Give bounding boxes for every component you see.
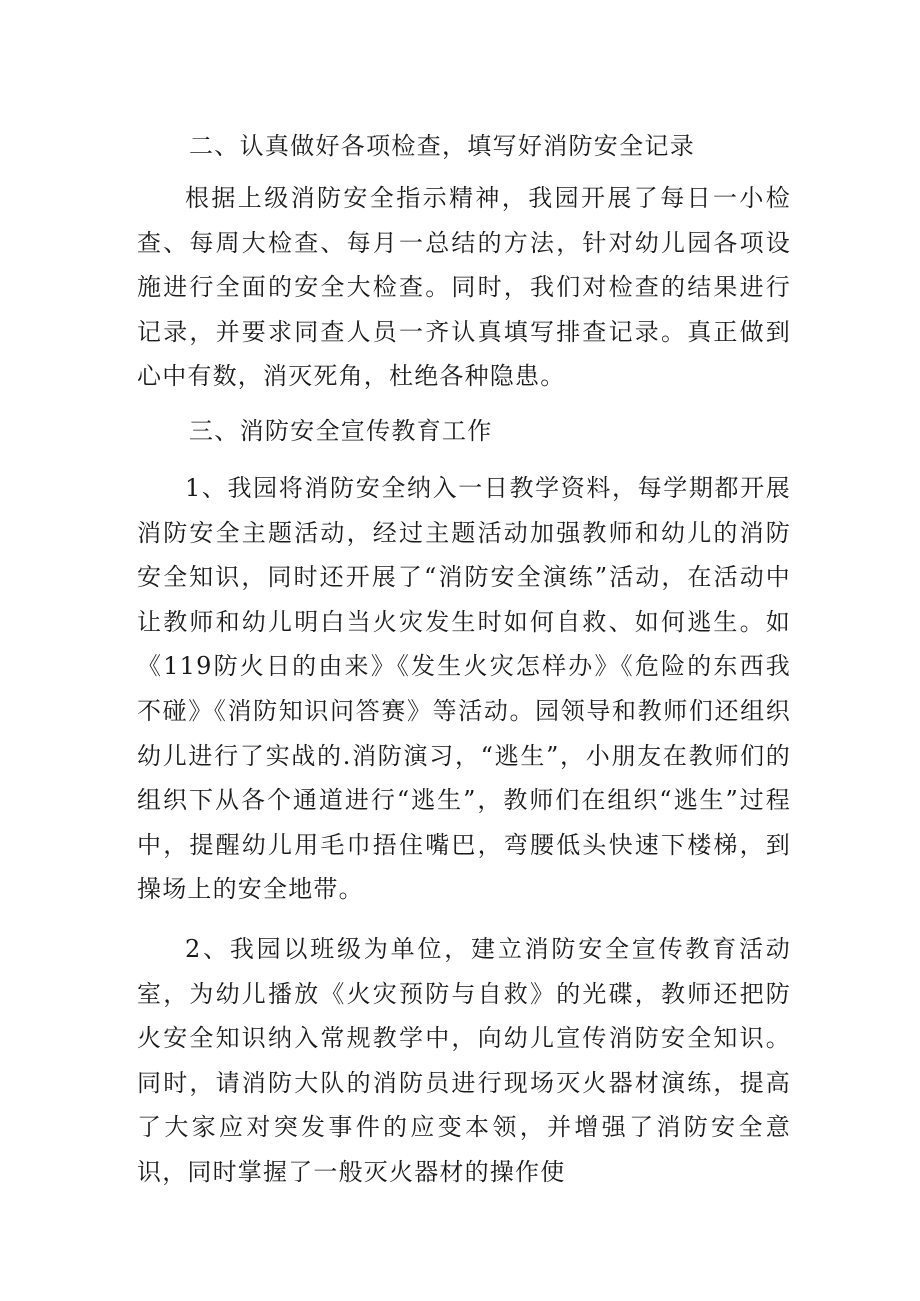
section-three-item-one: 1、我园将消防安全纳入一日教学资料，每学期都开展消防安全主题活动，经过主题活动加强教师和幼儿的消防安全知识，同时还开展了“消防安全演练”活动，在活动中让教师和幼儿明白当火灾发生时如何自救、如何逃生。如《119防火日的由来》《发生火灾怎样办》《危险的东西我不碰》《消防知识问答赛》等活动。园领导和教师们还组织幼儿进行了实战的.消防演习，“逃生”，小朋友在教师们的组织下从各个通道进行“逃生”，教师们在组织“逃生”过程中，提醒幼儿用毛巾捂住嘴巴，弯腰低头快速下楼梯，到操场上的安全地带。 (137, 473, 791, 904)
section-three-item-two: 2、我园以班级为单位，建立消防安全宣传教育活动室，为幼儿播放《火灾预防与自救》的光碟，教师还把防火安全知识纳入常规教学中，向幼儿宣传消防安全知识。同时，请消防大队的消防员进行现场灭火器材演练，提高了大家应对突发事件的应变本领，并增强了消防安全意识，同时掌握了一般灭火器材的操作使 (137, 934, 791, 1186)
section-two-heading: 二、认真做好各项检查，填写好消防安全记录 (189, 132, 695, 160)
section-two-paragraph: 根据上级消防安全指示精神，我园开展了每日一小检查、每周大检查、每月一总结的方法，针对幼儿园各项设施进行全面的安全大检查。同时，我们对检查的结果进行记录，并要求同查人员一齐认真填写排查记录。真正做到心中有数，消灭死角，杜绝各种隐患。 (137, 184, 791, 391)
section-three-heading: 三、消防安全宣传教育工作 (189, 416, 493, 445)
document-body (137, 124, 791, 1194)
